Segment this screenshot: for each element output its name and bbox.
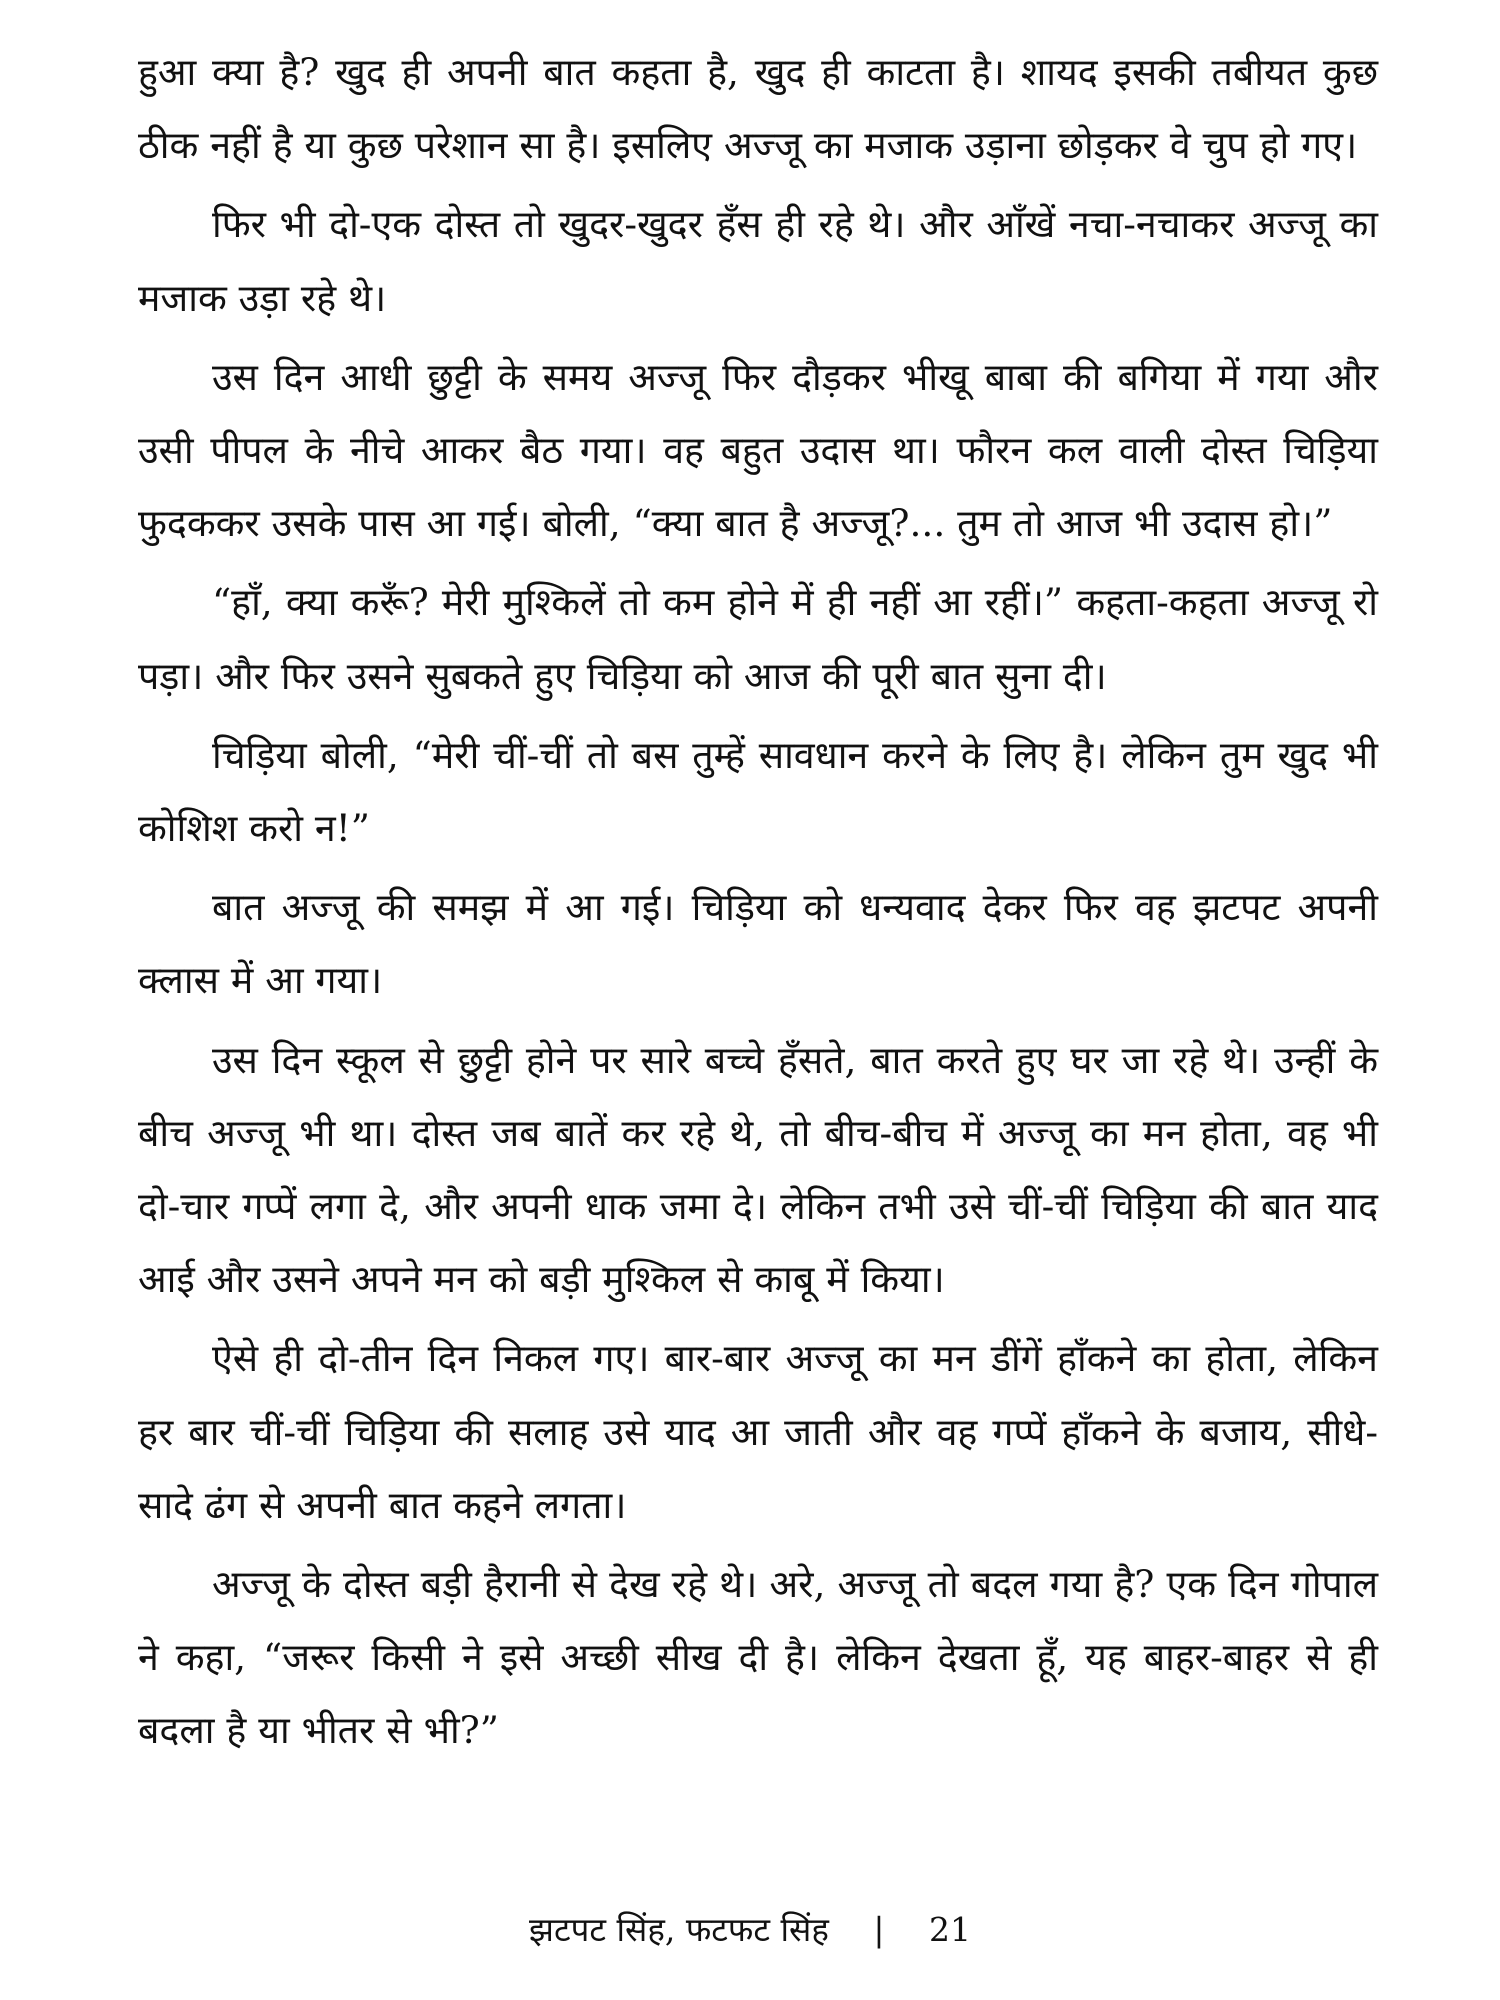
paragraph: उस दिन स्कूल से छुट्टी होने पर सारे बच्चे हँसते, बात करते हुए घर जा रहे थे। उन्हीं के बीच अज्जू भी था। दोस्त जब बातें कर रहे थे, तो बीच-बीच में अज्जू का मन होता, वह भी दो-चार गप्पें लगा दे, और अपनी धाक जमा दे। लेकिन तभी उसे चीं-चीं चिड़िया की बात याद आई और उसने अपने मन को बड़ी मुश्किल से काबू में किया। bbox=[138, 1037, 1378, 1302]
page-number: 21 bbox=[928, 1910, 971, 1949]
page-body bbox=[138, 36, 1378, 1774]
paragraph-continuation: हुआ क्या है? खुद ही अपनी बात कहता है, खुद ही काटता है। शायद इसकी तबीयत कुछ ठीक नहीं है या कुछ परेशान सा है। इसलिए अज्जू का मजाक उड़ाना छोड़कर वे चुप हो गए। bbox=[138, 50, 1378, 168]
paragraph: चिड़िया बोली, “मेरी चीं-चीं तो बस तुम्हें सावधान करने के लिए है। लेकिन तुम खुद भी कोशिश करो न!” bbox=[138, 732, 1378, 851]
paragraph: फिर भी दो-एक दोस्त तो खुदर-खुदर हँस ही रहे थे। और आँखें नचा-नचाकर अज्जू का मजाक उड़ा रहे थे। bbox=[138, 202, 1378, 320]
paragraph: ऐसे ही दो-तीन दिन निकल गए। बार-बार अज्जू का मन डींगें हाँकने का होता, लेकिन हर बार चीं-चीं चिड़िया की सलाह उसे याद आ जाती और वह गप्पें हाँकने के बजाय, सीधे-सादे ढंग से अपनी बात कहने लगता। bbox=[138, 1336, 1378, 1527]
paragraph: उस दिन आधी छुट्टी के समय अज्जू फिर दौड़कर भीखू बाबा की बगिया में गया और उसी पीपल के नीचे आकर बैठ गया। वह बहुत उदास था। फौरन कल वाली दोस्त चिड़िया फुदककर उसके पास आ गई। बोली, “क्या बात है अज्जू?... तुम तो आज भी उदास हो।” bbox=[138, 354, 1378, 546]
footer-separator: | bbox=[873, 1910, 885, 1949]
paragraph: बात अज्जू की समझ में आ गई। चिड़िया को धन्यवाद देकर फिर वह झटपट अपनी क्लास में आ गया। bbox=[138, 885, 1378, 1003]
page-footer bbox=[0, 1905, 1500, 1955]
paragraph: अज्जू के दोस्त बड़ी हैरानी से देख रहे थे। अरे, अज्जू तो बदल गया है? एक दिन गोपाल ने कहा, “जरूर किसी ने इसे अच्छी सीख दी है। लेकिन देखता हूँ, यह बाहर-बाहर से ही बदला है या भीतर से भी?” bbox=[138, 1562, 1378, 1753]
paragraph: “हाँ, क्या करूँ? मेरी मुश्किलें तो कम होने में ही नहीं आ रहीं।” कहता-कहता अज्जू रो पड़ा। और फिर उसने सुबकते हुए चिड़िया को आज की पूरी बात सुना दी। bbox=[138, 580, 1378, 698]
book-title: झटपट सिंह, फटफट सिंह bbox=[529, 1910, 829, 1949]
